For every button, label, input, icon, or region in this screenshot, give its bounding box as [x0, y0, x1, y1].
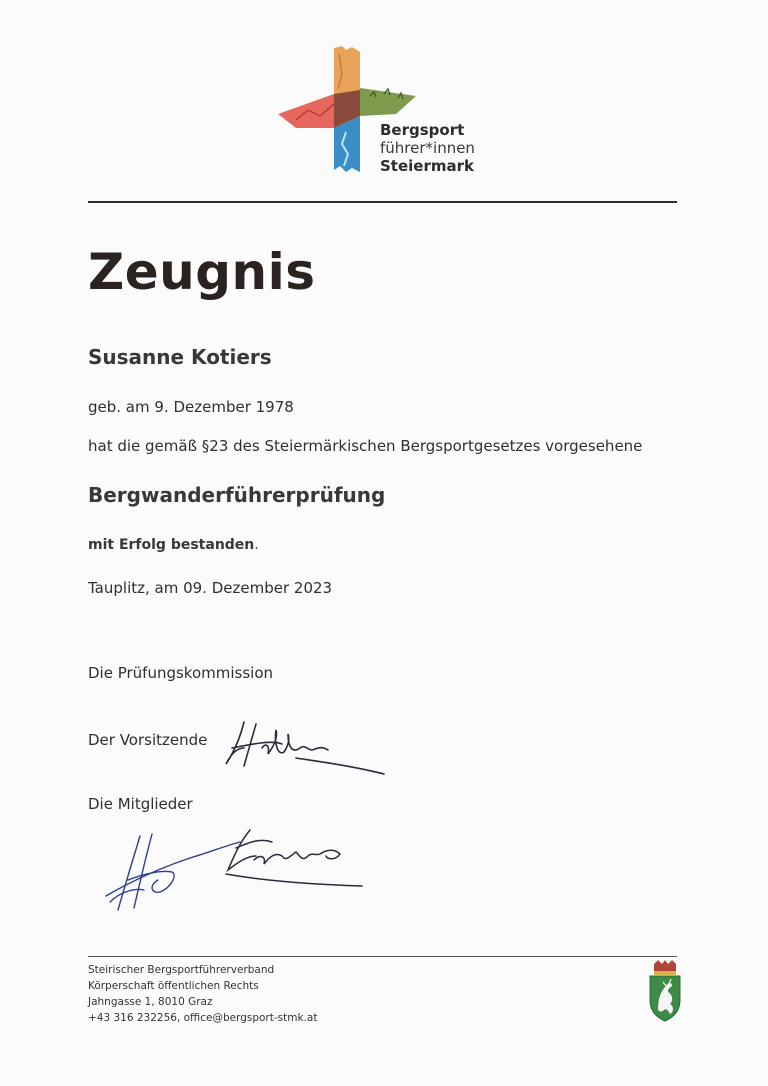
result-line	[88, 537, 259, 553]
result-text: mit Erfolg bestanden	[88, 537, 255, 553]
birth-date: geb. am 9. Dezember 1978	[88, 398, 294, 416]
chair-label: Der Vorsitzende	[88, 731, 208, 749]
chair-signature-image	[222, 718, 388, 778]
logo-wordmark	[380, 121, 475, 175]
recipient-name: Susanne Kotiers	[88, 345, 272, 369]
commission-label: Die Prüfungskommission	[88, 664, 274, 682]
footer-legal-status: Körperschaft öffentlichen Rechts	[88, 980, 259, 992]
footer-divider	[88, 956, 677, 957]
header-divider	[88, 201, 677, 203]
footer-contact: +43 316 232256, office@bergsport-stmk.at	[88, 1012, 318, 1024]
logo-line-2: führer*innen	[380, 139, 475, 157]
statement-text: hat die gemäß §23 des Steiermärkischen Bergsportgesetzes vorgesehene	[88, 437, 643, 455]
exam-name: Bergwanderführerprüfung	[88, 483, 386, 507]
footer-address-block	[88, 962, 317, 1026]
coat-of-arms-icon	[644, 960, 686, 1022]
result-punctuation: .	[254, 537, 259, 553]
logo-line-1: Bergsport	[380, 121, 465, 139]
footer-address: Jahngasse 1, 8010 Graz	[88, 996, 213, 1008]
members-signatures-image	[100, 826, 370, 918]
members-label: Die Mitglieder	[88, 795, 193, 813]
place-and-date: Tauplitz, am 09. Dezember 2023	[88, 579, 333, 597]
logo-line-3: Steiermark	[380, 157, 474, 175]
certificate-title: Zeugnis	[88, 243, 316, 301]
footer-organization: Steirischer Bergsportführerverband	[88, 964, 275, 976]
